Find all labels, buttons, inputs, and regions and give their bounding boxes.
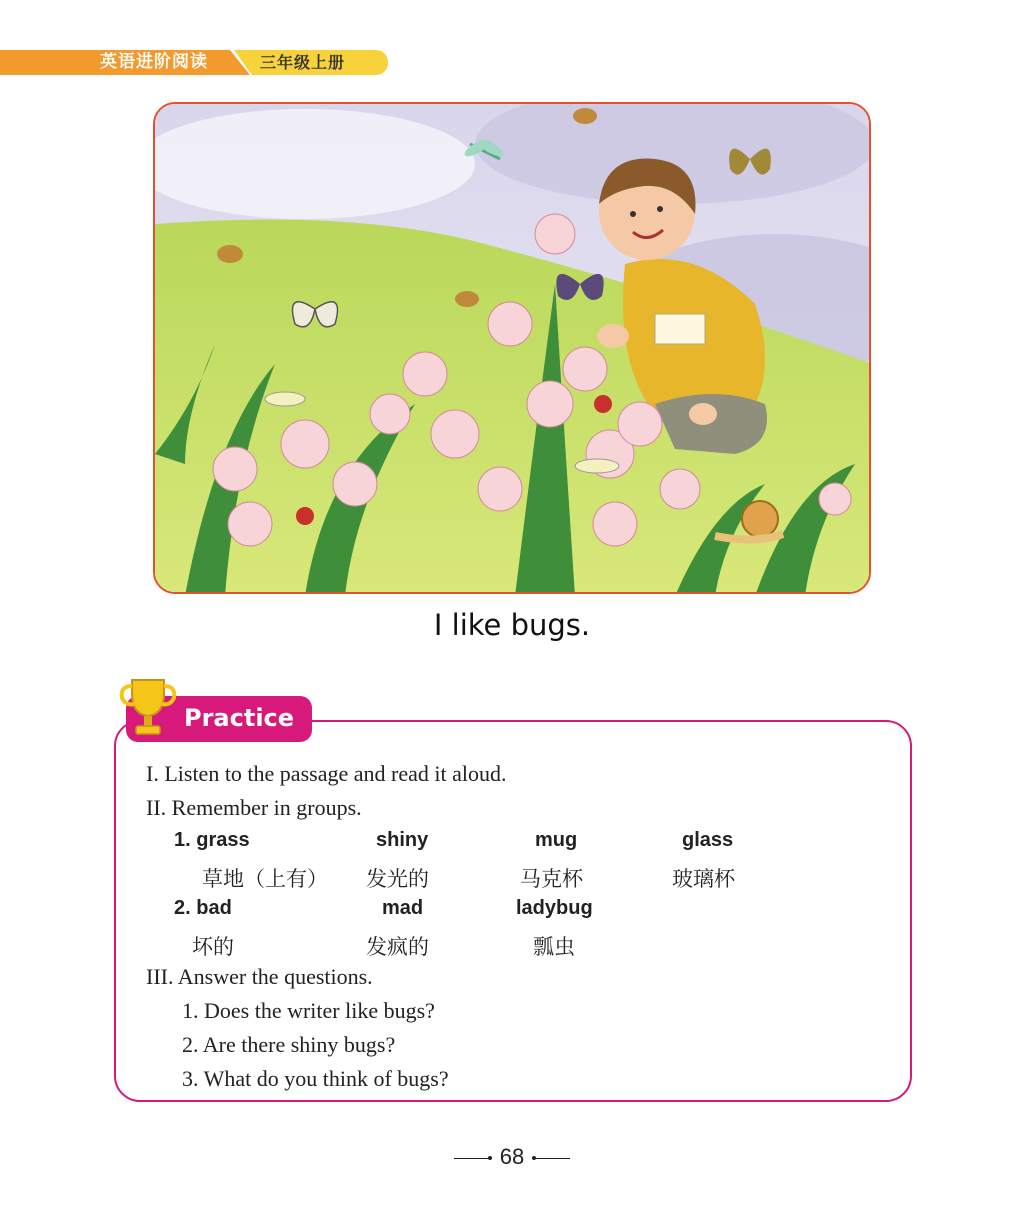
practice-title: Practice [184, 704, 295, 732]
question-item: 2. Are there shiny bugs? [182, 1032, 396, 1057]
vocab-word: ladybug [516, 897, 593, 919]
vocab-word: mug [535, 829, 578, 851]
instruction-ii: II. Remember in groups. [146, 795, 362, 820]
question-item: 1. Does the writer like bugs? [182, 998, 435, 1023]
vocab-word: mad [382, 897, 424, 919]
vocab-translation: 马克杯 [520, 867, 583, 891]
vocab-translation: 草地（上有） [202, 867, 328, 891]
grade-title: 三年级上册 [260, 53, 346, 72]
series-title: 英语进阶阅读 [100, 52, 208, 72]
illustration-caption: I like bugs. [433, 608, 591, 642]
vocab-word: shiny [376, 829, 429, 851]
story-illustration [153, 102, 871, 594]
instruction-iii: III. Answer the questions. [146, 964, 373, 989]
vocab-translation: 坏的 [192, 935, 234, 959]
vocab-translation: 瓢虫 [533, 935, 575, 959]
question-item: 3. What do you think of bugs? [182, 1066, 449, 1091]
vocab-translation: 玻璃杯 [672, 867, 735, 891]
trophy-icon [118, 672, 178, 742]
vocab-word: 1. grass [174, 829, 250, 851]
vocab-word: glass [682, 829, 734, 851]
vocab-translation: 发疯的 [366, 935, 429, 959]
vocab-word: 2. bad [174, 897, 232, 919]
vocab-translation: 发光的 [366, 867, 429, 891]
meadow-scene [155, 104, 871, 594]
page-number-rule-right [534, 1158, 570, 1159]
page-number: 68 [499, 1144, 525, 1169]
instruction-i: I. Listen to the passage and read it aloud. [146, 761, 507, 786]
